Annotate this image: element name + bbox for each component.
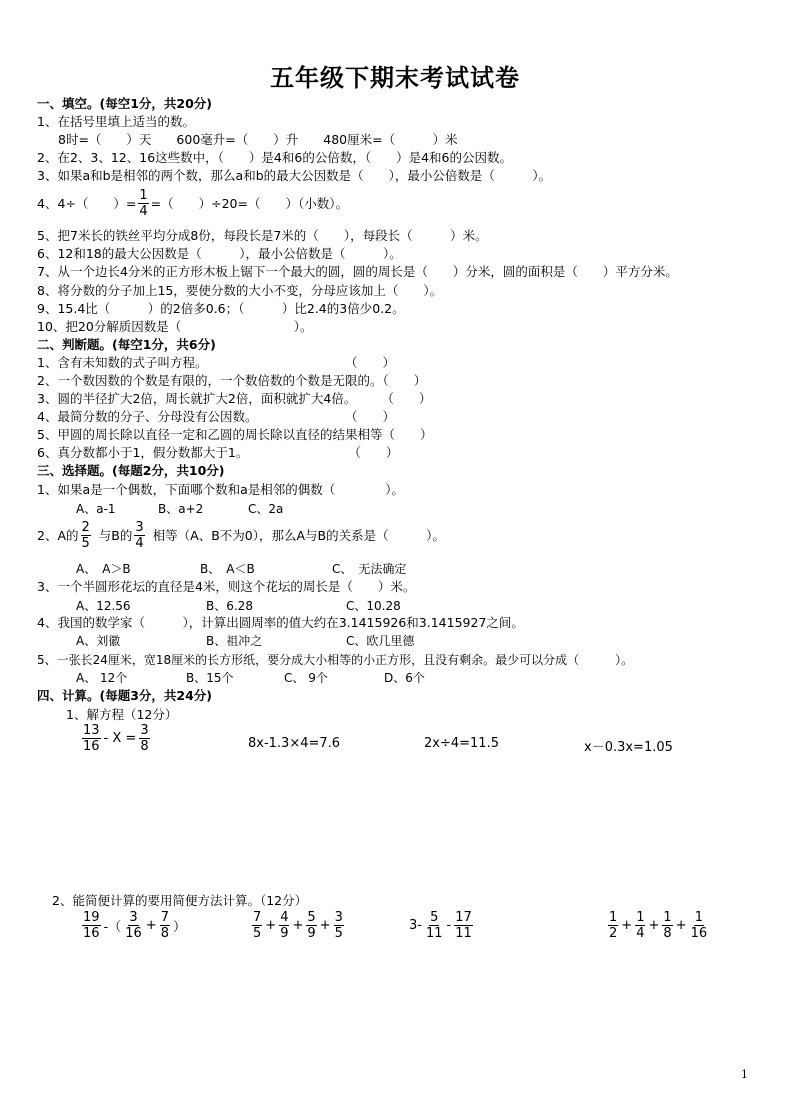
calc2-d4: 5 bbox=[334, 926, 343, 941]
calc3-d1: 11 bbox=[425, 926, 443, 941]
calc2-d1: 5 bbox=[253, 926, 262, 941]
calc3-d2: 11 bbox=[455, 926, 472, 941]
s3-q2-opt-b: B、 A＜B bbox=[200, 562, 255, 576]
s1-q4-den: 4 bbox=[139, 204, 148, 219]
s4-part-2: 2、能简便计算的要用简便方法计算。（12分） bbox=[52, 893, 308, 908]
calc4-n3: 1 bbox=[663, 910, 672, 925]
s3-q4-opt-a: A、刘徽 bbox=[76, 634, 121, 648]
s1-q4-b: =（ ）÷20=（ ）（小数）。 bbox=[150, 195, 348, 211]
calc2-n4: 3 bbox=[334, 910, 343, 925]
calc-4 bbox=[606, 910, 710, 941]
s1-q4-a: 4、4÷（ ）= bbox=[37, 195, 137, 211]
calc1-d1: 16 bbox=[83, 926, 100, 941]
section-4-heading: 四、计算。(每题3分，共24分) bbox=[37, 688, 213, 703]
calc2-fraction-2 bbox=[279, 910, 289, 941]
eq1-n1: 13 bbox=[83, 723, 100, 738]
calc3-n2: 17 bbox=[455, 910, 472, 925]
calc-3 bbox=[408, 910, 475, 941]
s2-item: 3、圆的半径扩大2倍，周长就扩大2倍，面积就扩大4倍。 （ ） bbox=[37, 391, 432, 406]
calc2-fraction-3 bbox=[306, 910, 316, 941]
s3-q2-fraction-2 bbox=[134, 520, 144, 551]
equation-1 bbox=[80, 723, 152, 754]
s1-q5: 5、把7米长的铁丝平均分成8份，每段长是7米的（ ），每段长（ ）米。 bbox=[37, 228, 488, 243]
s1-q2: 2、在2、3、12、16这些数中，（ ）是4和6的公倍数，（ ）是4和6的公因数。 bbox=[37, 150, 512, 165]
calc2-n1: 7 bbox=[253, 910, 262, 925]
s3-q2-b: 与B的 bbox=[98, 527, 133, 543]
calc4-op3: + bbox=[675, 918, 687, 933]
calc3-fraction-2 bbox=[454, 910, 473, 941]
calc4-d3: 8 bbox=[663, 926, 672, 941]
s3-q2-c: 相等（A、B不为0），那么A与B的关系是（ ）。 bbox=[152, 527, 445, 543]
s3-q3-opt-b: B、6.28 bbox=[206, 599, 253, 613]
calc2-d2: 9 bbox=[280, 926, 289, 941]
calc2-d3: 9 bbox=[307, 926, 316, 941]
s3-q5-opt-b: B、15个 bbox=[186, 671, 234, 685]
s3-q2-a: 2、A的 bbox=[37, 527, 79, 543]
calc3-op1: - bbox=[446, 918, 452, 933]
calc4-d2: 4 bbox=[636, 926, 645, 941]
calc4-op2: + bbox=[648, 918, 660, 933]
calc1-n2: 3 bbox=[129, 910, 138, 925]
calc1-n1: 19 bbox=[83, 910, 100, 925]
calc4-d4: 16 bbox=[690, 926, 708, 941]
s3-q5-opt-c: C、 9个 bbox=[284, 671, 328, 685]
calc4-d1: 2 bbox=[609, 926, 618, 941]
calc4-fraction-3 bbox=[662, 910, 672, 941]
s1-q4-fraction bbox=[138, 188, 148, 219]
calc1-op2: + bbox=[145, 918, 157, 933]
s1-q4 bbox=[37, 188, 348, 219]
s3-q3-opt-a: A、12.56 bbox=[76, 599, 131, 613]
s3-q2-f2-den: 4 bbox=[135, 536, 144, 551]
s1-q3: 3、如果a和b是相邻的两个数，那么a和b的最大公因数是（ ），最小公倍数是（ ）。 bbox=[37, 168, 552, 183]
s3-q2 bbox=[37, 520, 445, 551]
calc-1 bbox=[80, 910, 187, 941]
s3-q3-opt-c: C、10.28 bbox=[346, 599, 401, 613]
calc-2 bbox=[250, 910, 346, 941]
s1-q1-sub: 8时=（ ）天 600毫升=（ ）升 480厘米=（ ）米 bbox=[58, 132, 458, 147]
s1-q4-num: 1 bbox=[139, 188, 148, 203]
s3-q5: 5、一张长24厘米，宽18厘米的长方形纸，要分成大小相等的小正方形，且没有剩余。最少可以分成（ ）。 bbox=[37, 653, 634, 667]
s3-q2-f2-num: 3 bbox=[135, 520, 144, 535]
equation-3: 2x÷4=11.5 bbox=[424, 736, 499, 751]
calc1-fraction-1 bbox=[82, 910, 101, 941]
s3-q2-opt-a: A、 A＞B bbox=[76, 562, 131, 576]
s1-q6: 6、12和18的最大公因数是（ ），最小公倍数是（ ）。 bbox=[37, 246, 402, 261]
s3-q1-opt-c: C、2a bbox=[248, 502, 284, 516]
calc3-pre: 3- bbox=[409, 918, 422, 933]
section-3-heading: 三、选择题。(每题2分，共10分) bbox=[37, 463, 225, 478]
section-2-heading: 二、判断题。(每空1分，共6分) bbox=[37, 337, 216, 352]
calc2-op2: + bbox=[292, 918, 304, 933]
calc2-op1: + bbox=[265, 918, 277, 933]
calc4-op1: + bbox=[621, 918, 633, 933]
eq1-fraction-1 bbox=[82, 723, 101, 754]
eq1-mid: - X = bbox=[103, 731, 137, 746]
s3-q1-opt-a: A、a-1 bbox=[76, 502, 116, 516]
s2-item: 4、最简分数的分子、分母没有公因数。 （ ） bbox=[37, 409, 395, 424]
s3-q2-opt-c: C、 无法确定 bbox=[332, 562, 407, 576]
calc2-n3: 5 bbox=[307, 910, 316, 925]
s2-item: 6、真分数都小于1，假分数都大于1。 （ ） bbox=[37, 445, 399, 460]
s3-q4-opt-c: C、欧几里德 bbox=[346, 634, 415, 648]
calc3-fraction-1 bbox=[425, 910, 444, 941]
s3-q5-opt-a: A、 12个 bbox=[76, 671, 128, 685]
equation-4: x－0.3x=1.05 bbox=[584, 740, 673, 755]
s3-q4-opt-b: B、祖冲之 bbox=[206, 634, 263, 648]
calc1-fraction-2 bbox=[124, 910, 143, 941]
s3-q5-opt-d: D、6个 bbox=[384, 671, 425, 685]
calc2-n2: 4 bbox=[280, 910, 289, 925]
s3-q2-fraction-1 bbox=[81, 520, 91, 551]
s3-q1: 1、如果a是一个偶数，下面哪个数和a是相邻的偶数（ ）。 bbox=[37, 482, 405, 497]
calc4-fraction-4 bbox=[690, 910, 709, 941]
s4-part-1: 1、解方程（12分） bbox=[66, 707, 178, 722]
eq1-d2: 8 bbox=[140, 739, 149, 754]
s3-q1-opt-b: B、a+2 bbox=[158, 502, 204, 516]
calc1-op1: -（ bbox=[103, 920, 122, 935]
calc1-fraction-3 bbox=[160, 910, 170, 941]
equation-2: 8x-1.3×4=7.6 bbox=[248, 736, 341, 751]
section-1-heading: 一、填空。(每空1分，共20分) bbox=[37, 96, 213, 111]
calc1-d2: 16 bbox=[125, 926, 142, 941]
calc3-n1: 5 bbox=[430, 910, 439, 925]
page-title: 五年级下期末考试试卷 bbox=[270, 63, 520, 92]
calc4-n2: 1 bbox=[636, 910, 645, 925]
s3-q2-f1-num: 2 bbox=[81, 520, 90, 535]
calc2-fraction-1 bbox=[252, 910, 262, 941]
s2-item: 1、含有未知数的式子叫方程。 （ ） bbox=[37, 355, 395, 370]
s1-q1: 1、在括号里填上适当的数。 bbox=[37, 114, 195, 129]
calc4-fraction-1 bbox=[608, 910, 618, 941]
calc2-fraction-4 bbox=[334, 910, 344, 941]
calc2-op3: + bbox=[319, 918, 331, 933]
calc4-fraction-2 bbox=[635, 910, 645, 941]
eq1-fraction-2 bbox=[139, 723, 149, 754]
calc4-n4: 1 bbox=[694, 910, 703, 925]
s3-q2-f1-den: 5 bbox=[81, 536, 90, 551]
calc1-n3: 7 bbox=[160, 910, 169, 925]
s2-item: 5、甲圆的周长除以直径一定和乙圆的周长除以直径的结果相等（ ） bbox=[37, 427, 433, 442]
s1-q10: 10、把20分解质因数是（ ）。 bbox=[37, 319, 313, 334]
calc1-close: ） bbox=[172, 920, 186, 935]
s1-q9: 9、15.4比（ ）的2倍多0.6；（ ）比2.4的3倍少0.2。 bbox=[37, 301, 405, 316]
calc1-d3: 8 bbox=[160, 926, 169, 941]
s1-q7: 7、从一个边长4分米的正方形木板上锯下一个最大的圆，圆的周长是（ ）分米，圆的面积是（ ）平方分米。 bbox=[37, 264, 678, 279]
s2-item: 2、一个数因数的个数是有限的，一个数倍数的个数是无限的。（ ） bbox=[37, 373, 427, 388]
s3-q4: 4、我国的数学家（ ），计算出圆周率的值大约在3.1415926和3.1415927之间。 bbox=[37, 615, 524, 630]
s3-q3: 3、一个半圆形花坛的直径是4米，则这个花坛的周长是（ ）米。 bbox=[37, 579, 416, 594]
eq1-n2: 3 bbox=[140, 723, 149, 738]
calc4-n1: 1 bbox=[609, 910, 618, 925]
eq1-d1: 16 bbox=[83, 739, 100, 754]
s1-q8: 8、将分数的分子加上15，要使分数的大小不变，分母应该加上（ ）。 bbox=[37, 283, 443, 298]
page-number: 1 bbox=[741, 1068, 748, 1081]
